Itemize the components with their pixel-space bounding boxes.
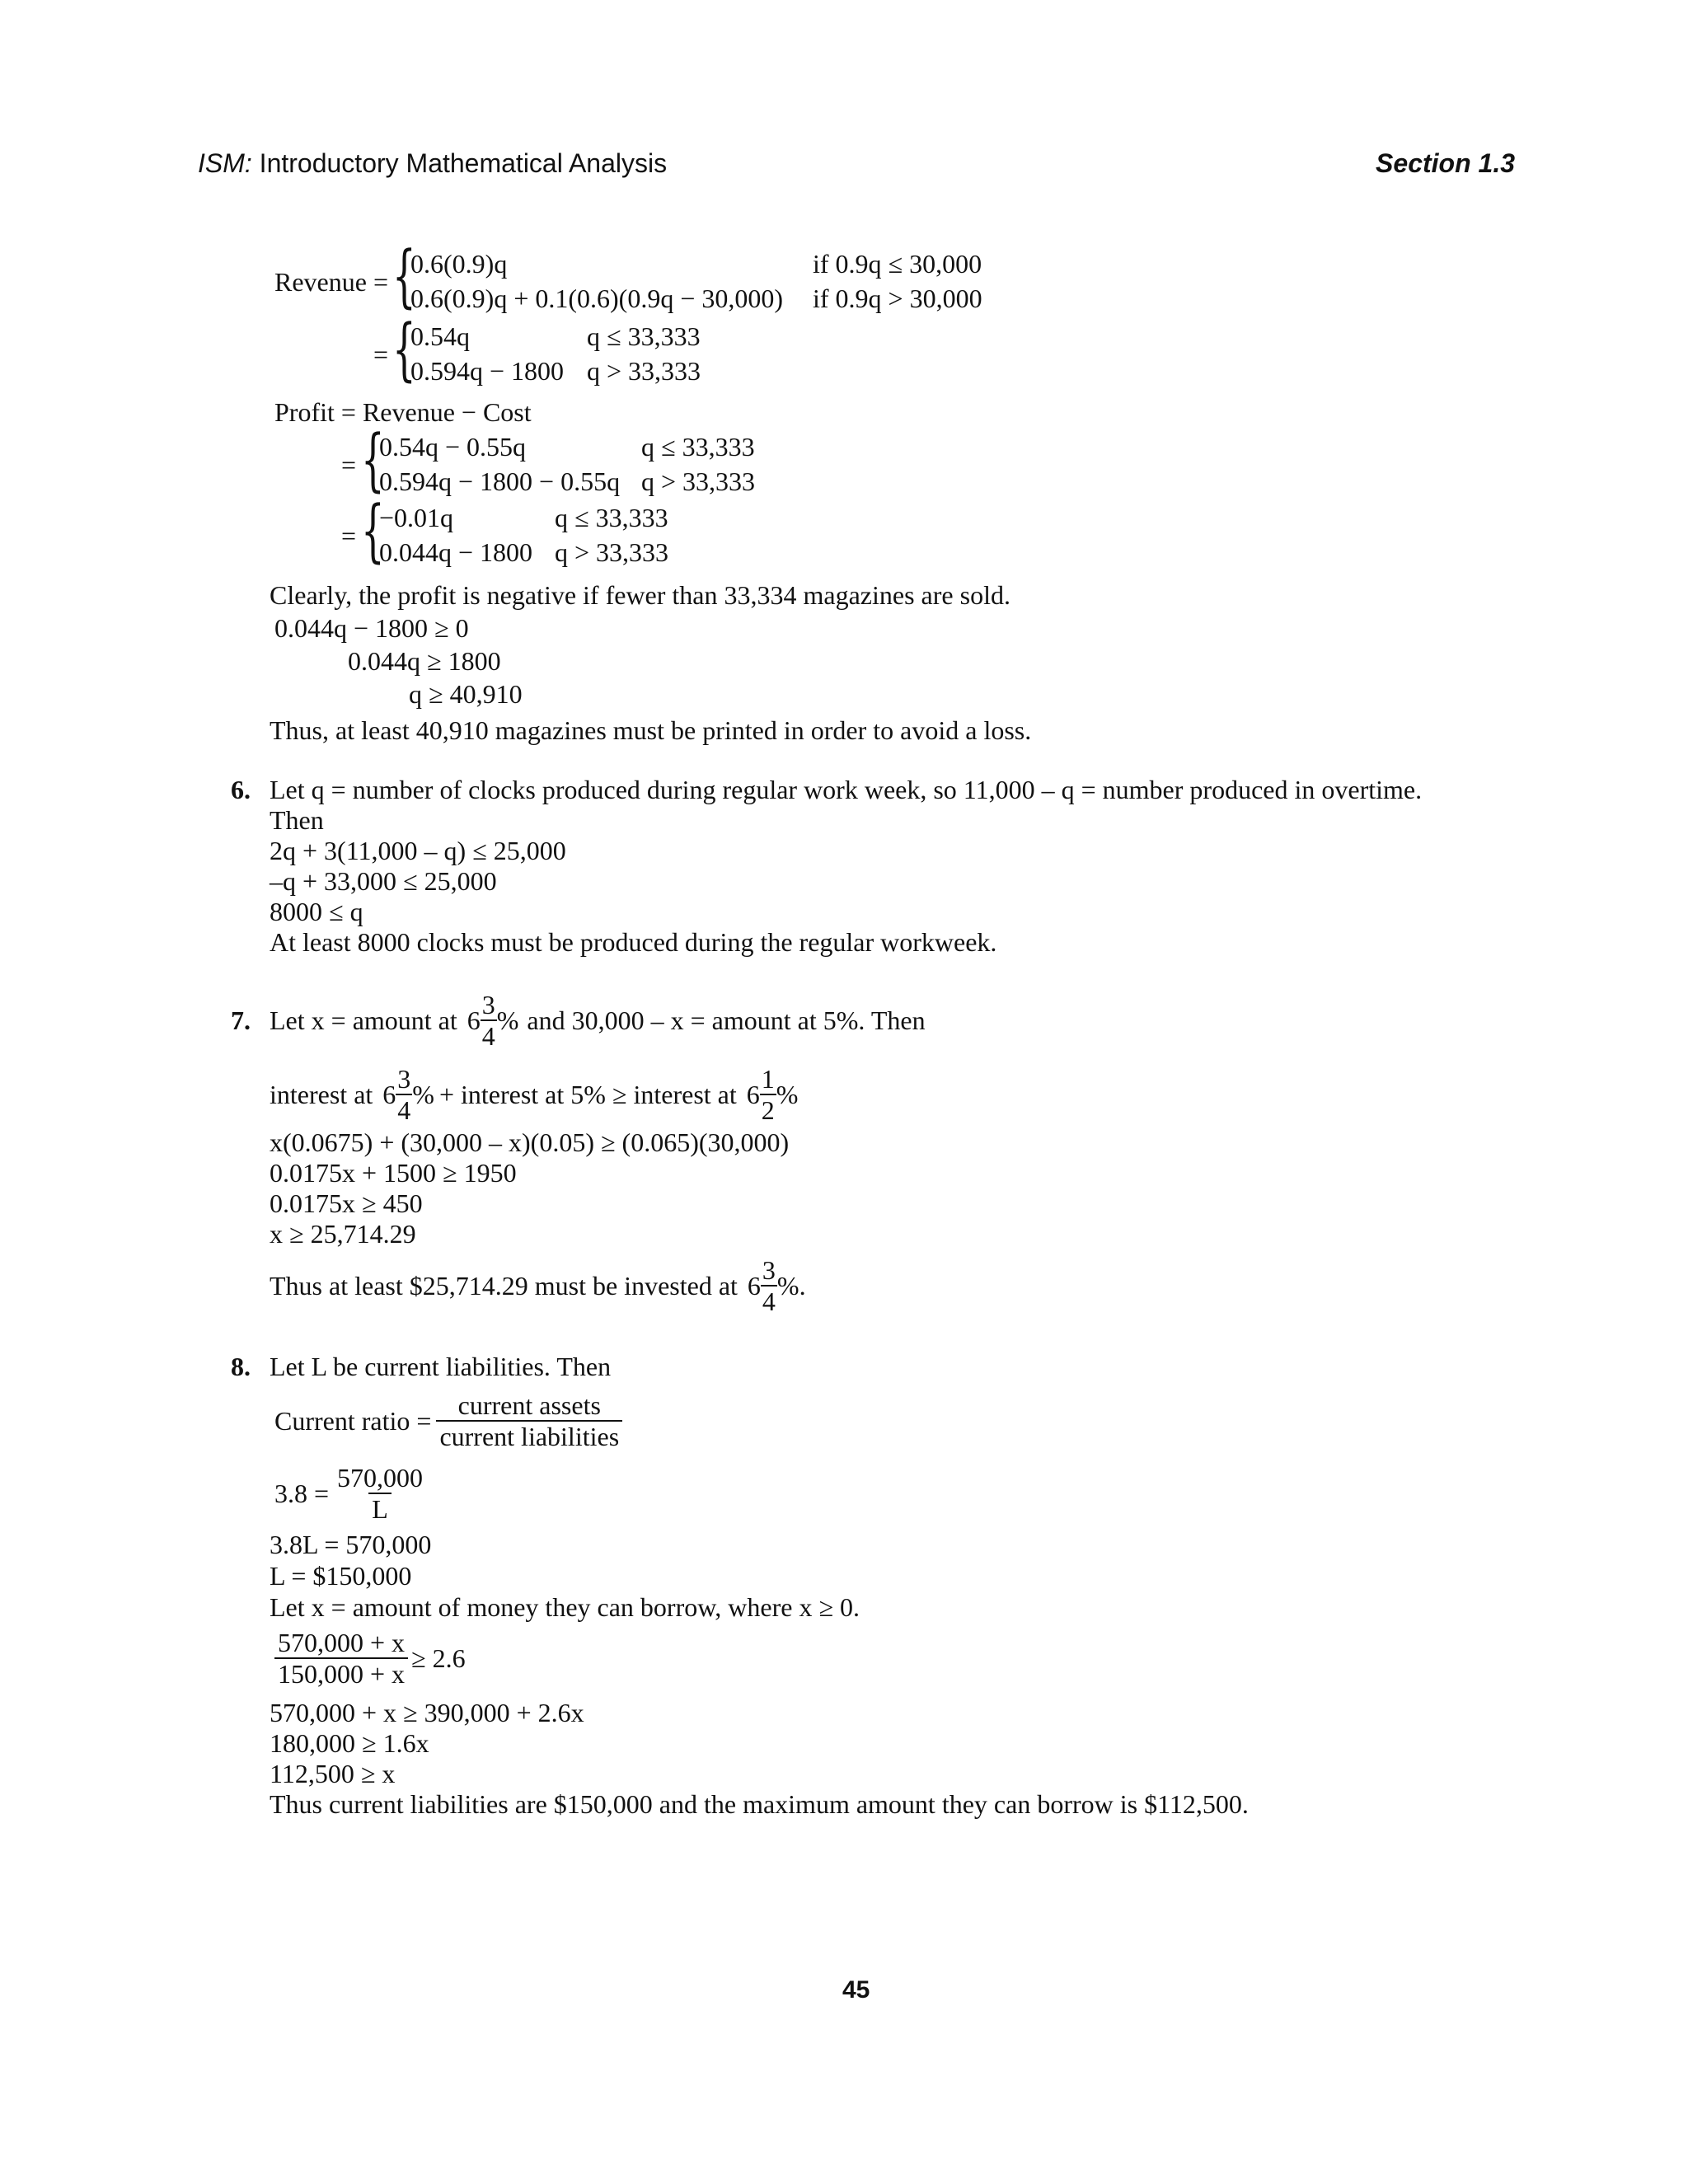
problem7-line-1 xyxy=(270,986,926,1055)
fraction-numerator: 3 xyxy=(397,1064,411,1094)
mixed-number xyxy=(467,986,519,1055)
fraction-numerator: 570,000 xyxy=(337,1463,424,1493)
equals-sign: = xyxy=(341,450,357,480)
problem8-line-7: 570,000 + x ≥ 390,000 + 2.6x xyxy=(270,1698,584,1727)
problem6-line-6: At least 8000 clocks must be produced during the regular workweek. xyxy=(270,927,997,957)
ratio-equation-fraction xyxy=(334,1465,426,1522)
left-brace: { xyxy=(392,311,416,389)
fraction-denominator: 4 xyxy=(481,1021,495,1051)
current-ratio-definition xyxy=(274,1386,622,1455)
fraction-numerator: 570,000 + x xyxy=(278,1628,406,1657)
page-number: 45 xyxy=(842,1976,870,2004)
revenue-label: Revenue = xyxy=(274,267,388,297)
problem-number-6: 6. xyxy=(231,775,251,804)
profit-1-case-1-expr: 0.54q − 0.55q xyxy=(379,432,527,462)
revenue-2-case-1-expr: 0.54q xyxy=(410,321,470,351)
percent-sign: % xyxy=(496,1005,519,1035)
fraction xyxy=(760,1066,776,1123)
inequality-line-2: 0.044q ≥ 1800 xyxy=(348,646,501,676)
problem-number-8: 8. xyxy=(231,1352,251,1381)
problem7-line-2 xyxy=(270,1060,798,1129)
problem8-line-10: Thus current liabilities are $150,000 and the maximum amount they can borrow is $112,500. xyxy=(270,1789,1249,1819)
inequality-line-3: q ≥ 40,910 xyxy=(409,679,523,709)
problem7-line-5: 0.0175x ≥ 450 xyxy=(270,1188,423,1218)
problem7-line1-text-b: and 30,000 – x = amount at 5%. Then xyxy=(527,1005,926,1035)
revenue-2-case-2-expr: 0.594q − 1800 xyxy=(410,356,565,386)
fraction xyxy=(396,1066,412,1123)
equals-sign: = xyxy=(373,340,389,369)
fraction-denominator: 150,000 + x xyxy=(274,1657,408,1687)
problem7-line-6: x ≥ 25,714.29 xyxy=(270,1219,416,1249)
problem6-line-5: 8000 ≤ q xyxy=(270,897,363,926)
revenue-case-2-expr: 0.6(0.9)q + 0.1(0.6)(0.9q − 30,000) xyxy=(410,284,784,313)
fraction-denominator: L xyxy=(368,1493,392,1522)
header-book-title: Introductory Mathematical Analysis xyxy=(251,148,668,178)
current-ratio-fraction xyxy=(436,1392,622,1450)
borrow-fraction xyxy=(274,1629,408,1687)
problem6-line-4: –q + 33,000 ≤ 25,000 xyxy=(270,866,497,896)
problem8-line-9: 112,500 ≥ x xyxy=(270,1759,396,1788)
whole-part: 6 xyxy=(467,1005,481,1035)
fraction-denominator: current liabilities xyxy=(436,1420,622,1450)
fraction xyxy=(481,991,497,1049)
mixed-number xyxy=(748,1251,806,1320)
problem7-line2-text-a: interest at xyxy=(270,1080,373,1109)
equals-sign: = xyxy=(341,521,357,551)
fraction-denominator: 2 xyxy=(761,1095,775,1125)
inequality-line-1: 0.044q − 1800 ≥ 0 xyxy=(274,613,469,643)
left-brace: { xyxy=(361,492,385,570)
fraction-denominator: 4 xyxy=(762,1286,776,1316)
problem8-line-1: Let L be current liabilities. Then xyxy=(270,1352,612,1381)
problem6-line-3: 2q + 3(11,000 – q) ≤ 25,000 xyxy=(270,836,566,865)
problem8-line-3: 3.8L = 570,000 xyxy=(270,1530,432,1559)
fraction-numerator: current assets xyxy=(457,1390,601,1420)
percent-sign: % xyxy=(412,1080,434,1109)
problem6-line-1: Let q = number of clocks produced during regular work week, so 11,000 – q = number produced in overtime. xyxy=(270,775,1423,804)
problem-number-7: 7. xyxy=(231,1005,251,1035)
ratio-equation-left: 3.8 = xyxy=(274,1479,330,1508)
problem7-line-7 xyxy=(270,1251,806,1320)
fraction-numerator: 3 xyxy=(762,1255,776,1285)
borrow-inequality-rhs: ≥ 2.6 xyxy=(411,1643,466,1673)
revenue-case-2-cond: if 0.9q > 30,000 xyxy=(813,284,982,313)
problem7-line-3: x(0.0675) + (30,000 – x)(0.05) ≥ (0.065)(30,000) xyxy=(270,1127,790,1157)
revenue-case-1-cond: if 0.9q ≤ 30,000 xyxy=(813,249,982,279)
running-header-title xyxy=(198,148,667,179)
profit-definition: Profit = Revenue − Cost xyxy=(274,397,532,427)
percent-sign: % xyxy=(776,1080,799,1109)
percent-end: %. xyxy=(776,1271,806,1301)
borrow-inequality xyxy=(274,1624,466,1693)
fraction xyxy=(761,1257,777,1315)
current-ratio-label: Current ratio = xyxy=(274,1406,432,1436)
profit-1-case-2-expr: 0.594q − 1800 − 0.55q xyxy=(379,466,621,496)
problem7-line-4: 0.0175x + 1500 ≥ 1950 xyxy=(270,1158,517,1188)
block5-conclusion: Thus, at least 40,910 magazines must be printed in order to avoid a loss. xyxy=(270,715,1032,745)
left-brace: { xyxy=(392,237,416,316)
profit-2-case-1-expr: −0.01q xyxy=(379,503,454,532)
problem8-line-5: Let x = amount of money they can borrow, where x ≥ 0. xyxy=(270,1592,860,1622)
profit-2-case-2-cond: q > 33,333 xyxy=(555,537,669,567)
mixed-number xyxy=(382,1060,434,1129)
profit-1-case-1-cond: q ≤ 33,333 xyxy=(641,432,755,462)
fraction-numerator: 1 xyxy=(761,1064,775,1094)
revenue-2-case-2-cond: q > 33,333 xyxy=(587,356,701,386)
revenue-2-case-1-cond: q ≤ 33,333 xyxy=(587,321,701,351)
whole-part: 6 xyxy=(382,1080,396,1109)
header-prefix: ISM: xyxy=(198,148,252,178)
fraction-numerator: 3 xyxy=(481,990,495,1019)
problem7-line1-text-a: Let x = amount at xyxy=(270,1005,457,1035)
problem8-line-8: 180,000 ≥ 1.6x xyxy=(270,1728,429,1758)
problem8-line-4: L = $150,000 xyxy=(270,1561,412,1591)
profit-2-case-1-cond: q ≤ 33,333 xyxy=(555,503,668,532)
problem7-line2-text-b: + interest at 5% ≥ interest at xyxy=(438,1080,737,1109)
problem6-line-2: Then xyxy=(270,805,324,835)
problem7-line7-text: Thus at least $25,714.29 must be invested at xyxy=(270,1271,738,1301)
profit-2-case-2-expr: 0.044q − 1800 xyxy=(379,537,533,567)
revenue-case-1-expr: 0.6(0.9)q xyxy=(410,249,508,279)
fraction-denominator: 4 xyxy=(397,1095,411,1125)
mixed-number xyxy=(747,1060,799,1129)
whole-part: 6 xyxy=(747,1271,761,1301)
clearly-statement: Clearly, the profit is negative if fewer than 33,334 magazines are sold. xyxy=(270,580,1010,610)
whole-part: 6 xyxy=(746,1080,760,1109)
running-header-section: Section 1.3 xyxy=(1376,148,1515,178)
left-brace: { xyxy=(361,421,385,499)
profit-1-case-2-cond: q > 33,333 xyxy=(641,466,756,496)
ratio-equation xyxy=(274,1459,426,1528)
